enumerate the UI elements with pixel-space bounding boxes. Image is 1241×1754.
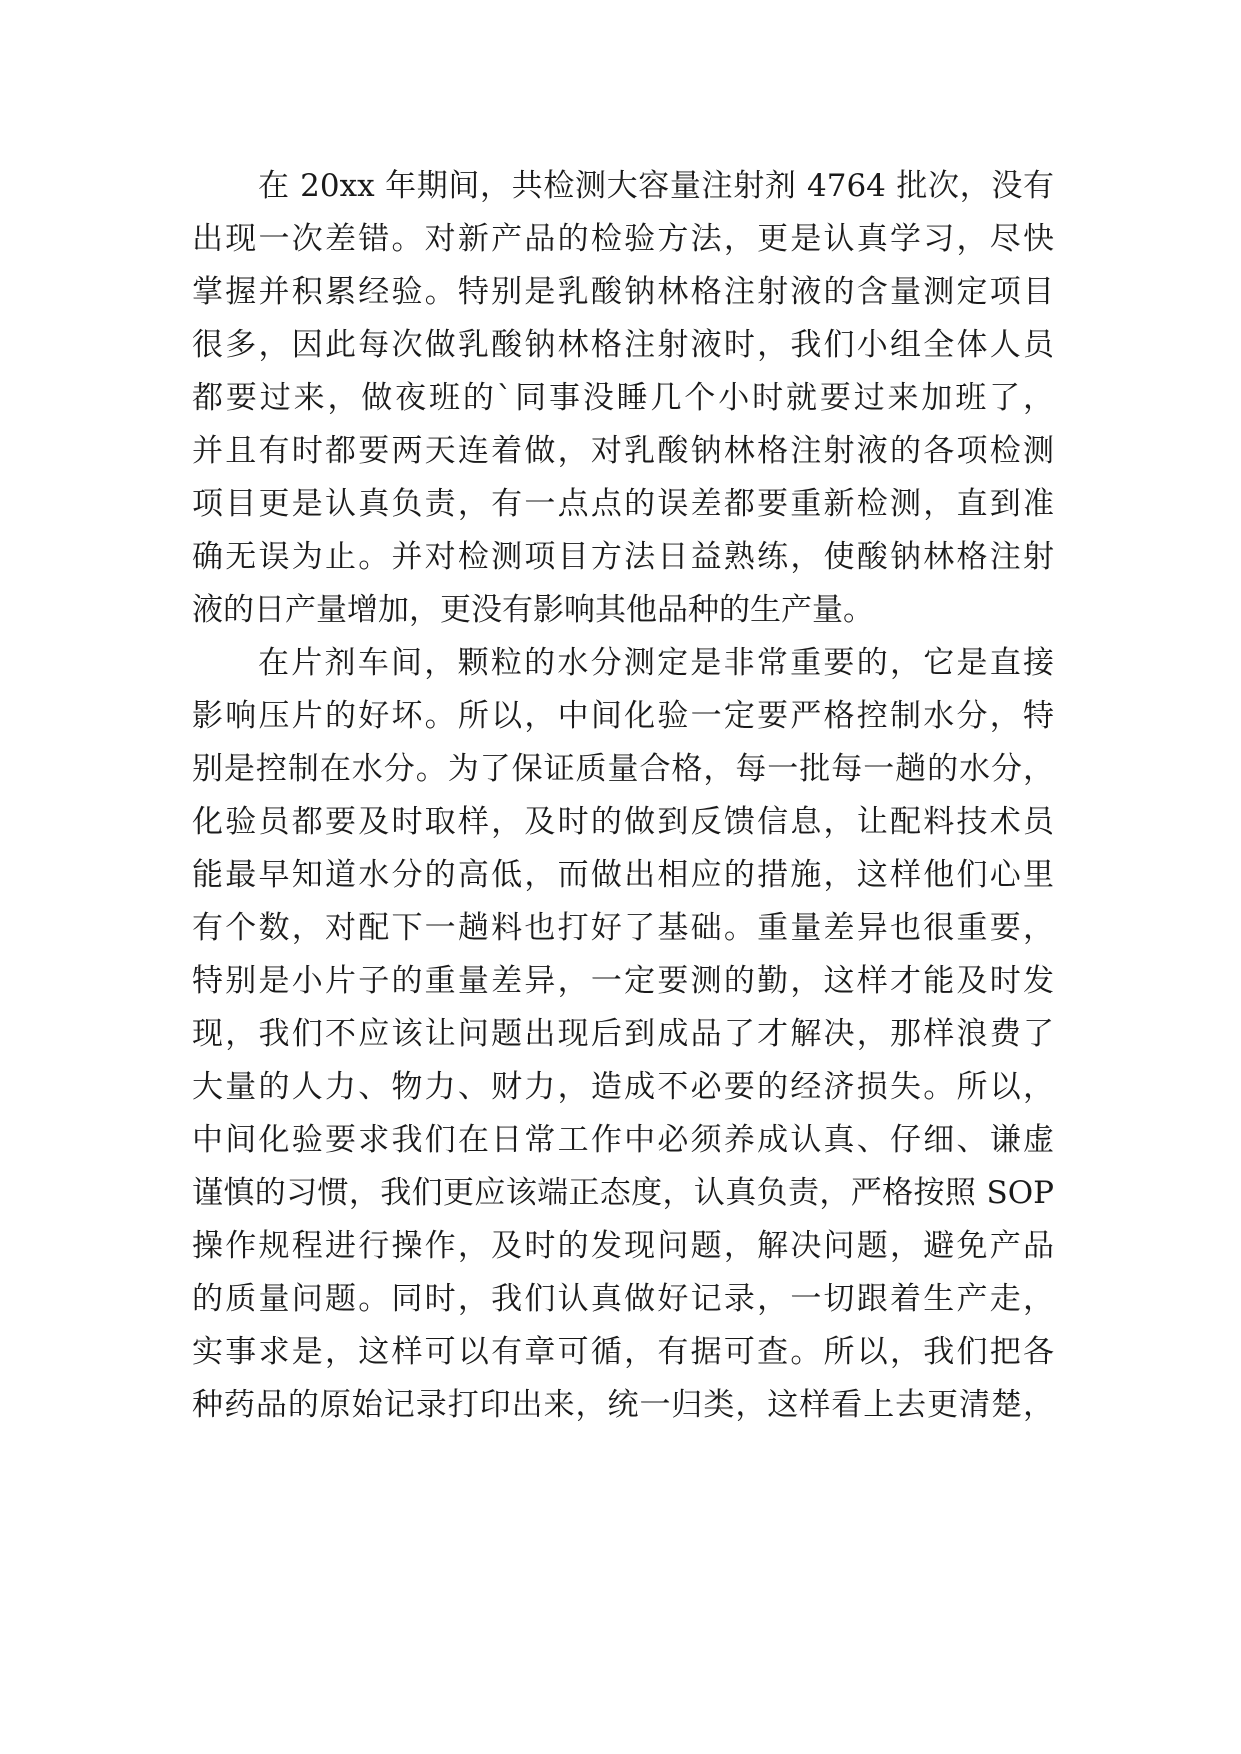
text-line: 液的日产量增加，更没有影响其他品种的生产量。 (192, 592, 874, 628)
text-line: 能最早知道水分的高低，而做出相应的措施，这样他们心里 (192, 857, 1054, 893)
text-line: 项目更是认真负责，有一点点的误差都要重新检测，直到准 (192, 486, 1054, 522)
text-line: 影响压片的好坏。所以，中间化验一定要严格控制水分，特 (192, 698, 1054, 734)
text-line: 操作规程进行操作，及时的发现问题，解决问题，避免产品 (192, 1228, 1054, 1264)
text-line: 大量的人力、物力、财力，造成不必要的经济损失。所以， (192, 1069, 1054, 1105)
text-line: 都要过来，做夜班的`同事没睡几个小时就要过来加班了， (192, 380, 1054, 416)
text-line: 在 20xx 年期间，共检测大容量注射剂 4764 批次，没有 (258, 168, 1054, 204)
document-body (192, 160, 1054, 1432)
text-line: 现，我们不应该让问题出现后到成品了才解决，那样浪费了 (192, 1016, 1054, 1052)
text-line: 很多，因此每次做乳酸钠林格注射液时，我们小组全体人员 (192, 327, 1054, 363)
text-line: 确无误为止。并对检测项目方法日益熟练，使酸钠林格注射 (192, 539, 1054, 575)
paragraph (192, 160, 1054, 637)
text-line: 有个数，对配下一趟料也打好了基础。重量差异也很重要， (192, 910, 1054, 946)
text-line: 特别是小片子的重量差异，一定要测的勤，这样才能及时发 (192, 963, 1054, 999)
text-line: 实事求是，这样可以有章可循，有据可查。所以，我们把各 (192, 1334, 1054, 1370)
text-line: 中间化验要求我们在日常工作中必须养成认真、仔细、谦虚 (192, 1122, 1054, 1158)
text-line: 的质量问题。同时，我们认真做好记录，一切跟着生产走， (192, 1281, 1054, 1317)
text-line: 谨慎的习惯，我们更应该端正态度，认真负责，严格按照 SOP (192, 1175, 1054, 1211)
text-line: 化验员都要及时取样，及时的做到反馈信息，让配料技术员 (192, 804, 1054, 840)
text-line: 掌握并积累经验。特别是乳酸钠林格注射液的含量测定项目 (192, 274, 1054, 310)
text-line: 种药品的原始记录打印出来，统一归类，这样看上去更清楚， (192, 1387, 1054, 1423)
text-line: 别是控制在水分。为了保证质量合格，每一批每一趟的水分， (192, 751, 1054, 787)
text-line: 出现一次差错。对新产品的检验方法，更是认真学习，尽快 (192, 221, 1054, 257)
paragraph (192, 637, 1054, 1432)
text-line: 并且有时都要两天连着做，对乳酸钠林格注射液的各项检测 (192, 433, 1054, 469)
text-line: 在片剂车间，颗粒的水分测定是非常重要的，它是直接 (258, 645, 1054, 681)
